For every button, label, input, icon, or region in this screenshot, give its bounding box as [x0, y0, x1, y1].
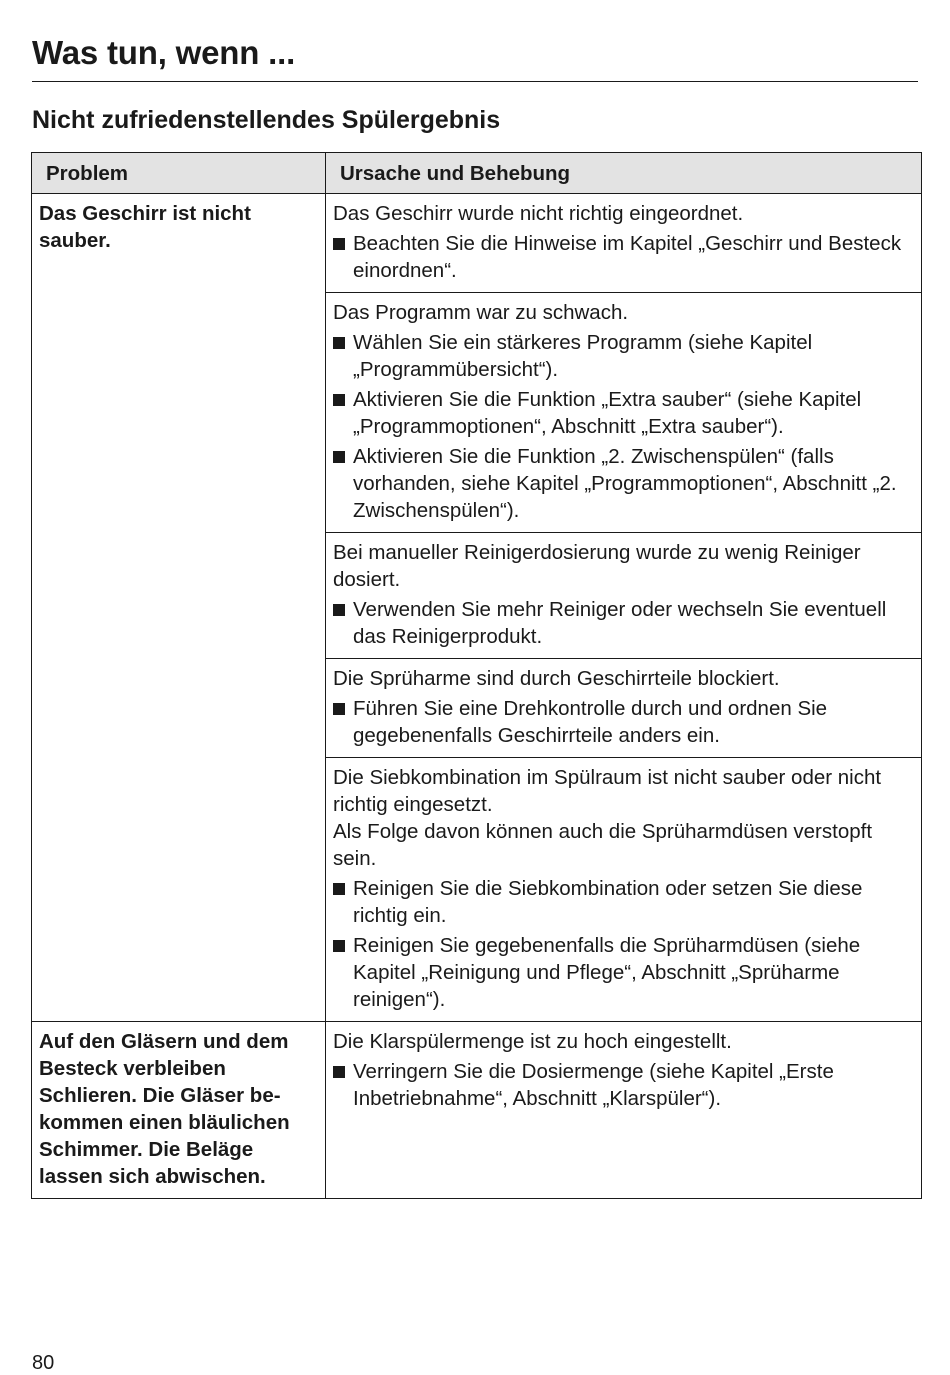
square-bullet-icon: [333, 337, 345, 349]
square-bullet-icon: [333, 940, 345, 952]
remedy-text: Verringern Sie die Dosiermenge (siehe Kapitel „Erste Inbetriebnahme“, Abschnitt „Klarspüler“).: [353, 1060, 834, 1110]
cause-text: Die Siebkombination im Spülraum ist nicht sauber oder nicht richtig eingesetzt.: [333, 766, 882, 816]
title-rule: [32, 81, 918, 82]
remedy-item: [333, 695, 914, 749]
table-row: [32, 1022, 922, 1199]
remedy-item: [333, 329, 914, 383]
remedy-text: Beachten Sie die Hinweise im Kapitel „Geschirr und Besteck einordnen“.: [353, 232, 902, 282]
cause-cell: [326, 533, 922, 659]
square-bullet-icon: [333, 238, 345, 250]
cause-text: Das Geschirr wurde nicht richtig eingeordnet.: [333, 202, 744, 225]
remedy-item: [333, 932, 914, 1013]
page-title: Was tun, wenn ...: [32, 34, 296, 71]
cause-extra-text: Als Folge davon können auch die Sprüharmdüsen verstopft sein.: [333, 820, 873, 870]
remedy-text: Reinigen Sie gegebenenfalls die Sprüharmdüsen (siehe Kapitel „Reinigung und Pflege“, Abschnitt „Sprüharme reinigen“).: [353, 934, 861, 1011]
square-bullet-icon: [333, 451, 345, 463]
remedy-text: Verwenden Sie mehr Reiniger oder wechseln Sie eventuell das Reinigerprodukt.: [353, 598, 887, 648]
cause-text: Die Klarspülermenge ist zu hoch eingestellt.: [333, 1030, 732, 1053]
cause-cell: [326, 1022, 922, 1199]
remedy-item: [333, 386, 914, 440]
remedy-item: [333, 230, 914, 284]
cause-text: Bei manueller Reinigerdosierung wurde zu wenig Reiniger dosiert.: [333, 541, 861, 591]
page-number: 80: [32, 1352, 55, 1374]
header-problem: Problem: [32, 153, 326, 194]
table-row: [32, 194, 922, 293]
remedy-item: [333, 443, 914, 524]
remedy-text: Reinigen Sie die Siebkombination oder setzen Sie diese richtig ein.: [353, 877, 863, 927]
section-title: Nicht zufriedenstellendes Spülergebnis: [32, 106, 501, 134]
problem-cell: Auf den Gläsern und dem Besteck verbleiben Schlieren. Die Gläser bekommen einen bläulichen Schimmer. Die Beläge lassen sich abwischen.: [32, 1022, 326, 1199]
header-cause: Ursache und Behebung: [326, 153, 922, 194]
problem-cell: Das Geschirr ist nicht sauber.: [32, 194, 326, 1022]
cause-cell: [326, 194, 922, 293]
remedy-text: Aktivieren Sie die Funktion „2. Zwischenspülen“ (falls vorhanden, siehe Kapitel „Programmoptionen“, Abschnitt „2. Zwischenspülen“).: [353, 445, 897, 522]
square-bullet-icon: [333, 883, 345, 895]
troubleshooting-table: [31, 152, 922, 1199]
square-bullet-icon: [333, 394, 345, 406]
remedy-item: [333, 596, 914, 650]
remedy-text: Aktivieren Sie die Funktion „Extra sauber“ (siehe Kapitel „Programmoptionen“, Abschnitt „Extra sauber“).: [353, 388, 862, 438]
remedy-text: Führen Sie eine Drehkontrolle durch und ordnen Sie gegebenenfalls Geschirrteile anders ein.: [353, 697, 828, 747]
cause-cell: [326, 758, 922, 1022]
cause-text: Das Programm war zu schwach.: [333, 301, 629, 324]
remedy-text: Wählen Sie ein stärkeres Programm (siehe Kapitel „Programmübersicht“).: [353, 331, 813, 381]
table-header-row: [32, 153, 922, 194]
remedy-item: [333, 1058, 914, 1112]
cause-text: Die Sprüharme sind durch Geschirrteile blockiert.: [333, 667, 780, 690]
square-bullet-icon: [333, 604, 345, 616]
square-bullet-icon: [333, 1066, 345, 1078]
square-bullet-icon: [333, 703, 345, 715]
cause-cell: [326, 293, 922, 533]
remedy-item: [333, 875, 914, 929]
cause-cell: [326, 659, 922, 758]
